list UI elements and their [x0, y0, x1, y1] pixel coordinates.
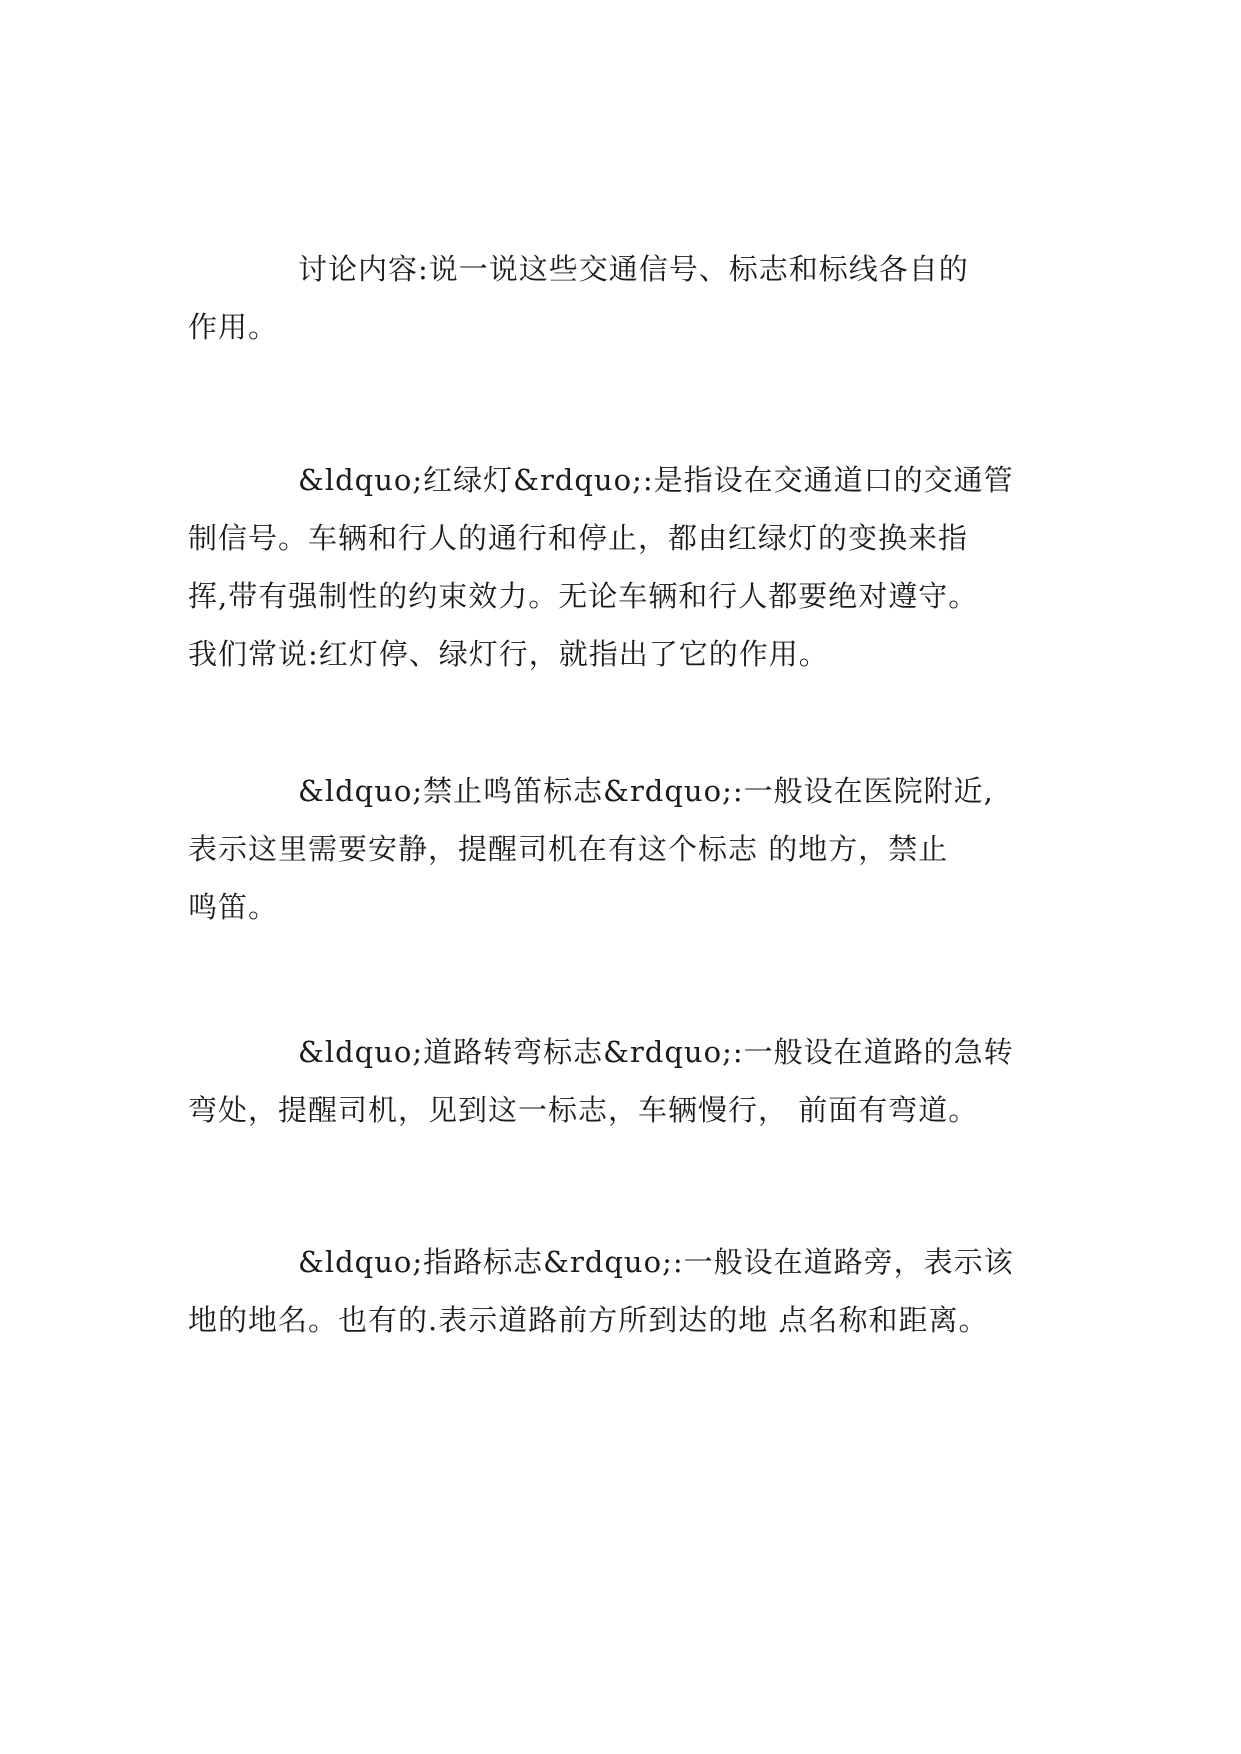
paragraph-line: 表示这里需要安静，提醒司机在有这个标志 的地方，禁止: [188, 832, 949, 866]
paragraph-road-turn: [188, 1023, 1068, 1139]
paragraph-line: &ldquo;道路转弯标志&rdquo;:一般设在道路的急转: [298, 1035, 1014, 1069]
paragraph-line: 讨论内容:说一说这些交通信号、标志和标线各自的: [298, 252, 969, 286]
paragraph-line: 我们常说:红灯停、绿灯行，就指出了它的作用。: [188, 637, 829, 671]
paragraph-line: 作用。: [188, 310, 279, 344]
paragraph-line: 地的地名。也有的.表示道路前方所到达的地 点名称和距离。: [188, 1303, 989, 1337]
paragraph-traffic-light: [188, 451, 1068, 683]
paragraph-line: 挥,带有强制性的约束效力。无论车辆和行人都要绝对遵守。: [188, 579, 979, 613]
paragraph-no-honking: [188, 762, 1068, 936]
paragraph-guide-sign: [188, 1233, 1068, 1349]
paragraph-line: 弯处，提醒司机，见到这一标志，车辆慢行， 前面有弯道。: [188, 1093, 979, 1127]
paragraph-line: 鸣笛。: [188, 890, 279, 924]
paragraph-line: &ldquo;禁止鸣笛标志&rdquo;:一般设在医院附近,: [298, 774, 994, 808]
paragraph-line: 制信号。车辆和行人的通行和停止，都由红绿灯的变换来指: [188, 521, 969, 555]
paragraph-line: &ldquo;指路标志&rdquo;:一般设在道路旁，表示该: [298, 1245, 1014, 1279]
paragraph-discussion: [188, 240, 1068, 356]
paragraph-line: &ldquo;红绿灯&rdquo;:是指设在交通道口的交通管: [298, 463, 1014, 497]
